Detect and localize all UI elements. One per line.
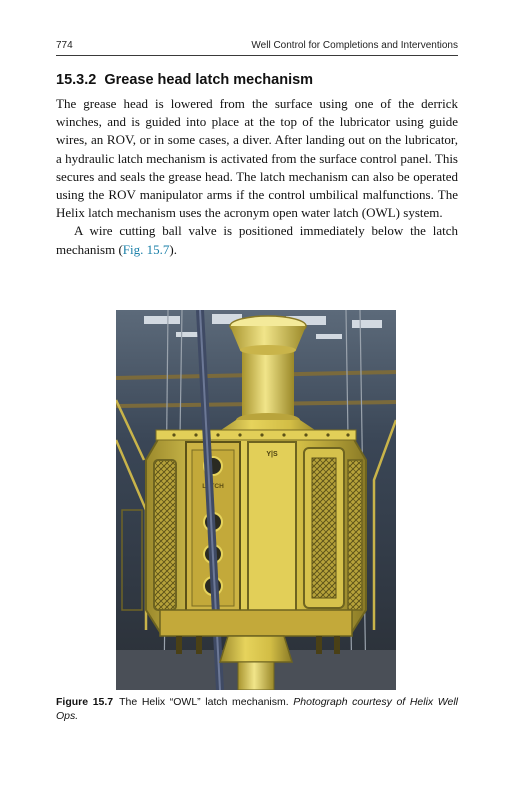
figure-photograph [116,310,396,690]
paragraph-2 [56,222,458,258]
body-text [56,95,458,259]
page-number: 774 [56,40,73,51]
owl-latch-photo [116,310,396,690]
caption-label: Figure 15.7 [56,696,114,708]
paragraph-2-text: A wire cutting ball valve is positioned immediately below the latch mechanism ( [56,223,458,257]
right-mesh-panel [304,448,344,608]
section-heading [56,72,458,88]
figure-caption [56,695,458,723]
panel-label-latch: LATCH [202,483,224,490]
paragraph-2-end: ). [169,241,177,257]
side-mesh-panel [348,460,362,610]
running-header [56,40,458,54]
caption-text: The Helix “OWL” latch mechanism. [119,696,289,708]
caption-credit: Photograph courtesy of Helix Well Ops. [56,696,458,722]
center-plate [248,442,296,612]
paragraph-1: The grease head is lowered from the surface using one of the derrick winches, and is guided into place at the top of the lubricator using guide wires, an ROV, or in some cases, a diver. After landing out on the lubricator, a hydraulic latch mechanism is activated from the surface control panel. This secures and seals the grease head. The latch mechanism can also be operated using the ROV manipulator arms if the control umbilical malfunctions. The Helix latch mechanism uses the acronym open water latch (OWL) system. [56,96,458,221]
figure-reference-link[interactable]: Fig. 15.7 [122,241,170,257]
section-number: 15.3.2 [56,72,97,88]
running-title: Well Control for Completions and Interventions [251,40,458,51]
panel-label-side: Y|S [266,451,278,458]
section-title: Grease head latch mechanism [104,72,314,88]
left-mesh-panel [154,460,176,610]
header-rule [56,55,458,56]
